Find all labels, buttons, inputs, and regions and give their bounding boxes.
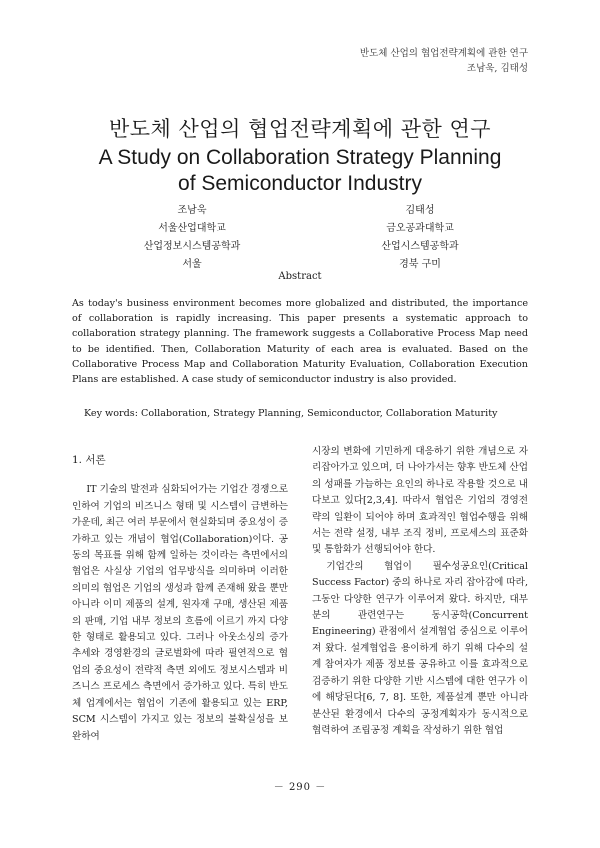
keywords-label: Key words: bbox=[84, 408, 138, 419]
author-name: 조남욱 bbox=[177, 205, 207, 216]
abstract-text: As today's business environment becomes more globalized and distributed, the importance of collaboration is rapidly increasing. This paper presents a systematic approach to collaboration strategy planning. The framework suggests a Collaborative Process Map need to be identified. Then, Collaboration Maturity of each area is evaluated. Based on the Collaborative Process Map and Collaboration Maturity Evaluation, Collaboration Execution Plans are established. A case study of semiconductor industry is also provided. bbox=[72, 298, 528, 386]
running-head-authors: 조남욱, 김태성 bbox=[466, 63, 528, 74]
abstract-heading: Abstract bbox=[278, 271, 322, 282]
intro-paragraph-2: 기업간의 협업이 필수성공요인(Critical Success Factor) 중의 하나로 자리 잡아감에 따라, 그동안 다양한 연구가 이루어져 왔다. 하지만, 대부분의 관련연구는 동시공학(Concurrent Engineering) 관점에서 설계협업 중심으로 이루어져 왔다. 설계협업을 용이하게 하기 위해 다수의 설계 참여자가 제품 정보를 공유하고 이를 효과적으로 검증하기 위한 다양한 기반 시스템에 대한 연구가 이에 해당된다[6, 7, 8]. 또한, 제품설계 뿐만 아니라 분산된 환경에서 다수의 공정계획자가 동시적으로 협력하여 조립공정 계획을 작성하기 위한 협업 bbox=[312, 560, 528, 736]
running-head-title: 반도체 산업의 협업전략계획에 관한 연구 bbox=[359, 48, 528, 59]
left-column bbox=[72, 448, 288, 745]
english-title-line2: of Semiconductor Industry bbox=[178, 172, 422, 195]
english-title-line1: A Study on Collaboration Strategy Planning bbox=[98, 146, 502, 169]
author-affiliation-department: 산업정보시스템공학과 bbox=[143, 241, 241, 252]
author-location: 서울 bbox=[182, 259, 202, 270]
author-affiliation-university: 금오공과대학교 bbox=[386, 223, 454, 234]
keywords-text: Collaboration, Strategy Planning, Semiconductor, Collaboration Maturity bbox=[141, 408, 498, 419]
right-column bbox=[312, 444, 528, 739]
english-title bbox=[0, 145, 600, 197]
running-head bbox=[360, 46, 528, 76]
author-location: 경북 구미 bbox=[399, 259, 441, 270]
author-block-2 bbox=[320, 202, 520, 274]
section-title: 1. 서론 bbox=[72, 454, 106, 466]
author-block-1 bbox=[92, 202, 292, 274]
author-name: 김태성 bbox=[405, 205, 435, 216]
korean-title: 반도체 산업의 협업전략계획에 관한 연구 bbox=[108, 117, 492, 141]
keywords bbox=[84, 406, 534, 421]
page-number: － 290 － bbox=[273, 782, 327, 793]
intro-paragraph-continued: 시장의 변화에 기민하게 대응하기 위한 개념으로 자리잡아가고 있으며, 더 나아가서는 향후 반도체 산업의 성패를 가늠하는 요인의 하나로 작용할 것으로 내다보고 있다[2,3,4]. 따라서 협업은 기업의 경영전략의 일환이 되어야 하며 효과적인 협업수행을 위해서는 전략 설정, 내부 조직 정비, 프로세스의 표준화 및 통합화가 선행되어야 한다. bbox=[312, 446, 528, 556]
author-affiliation-department: 산업시스템공학과 bbox=[381, 241, 459, 252]
intro-paragraph-1: IT 기술의 발전과 심화되어가는 기업간 경쟁으로 인하여 기업의 비즈니스 형태 및 시스템이 급변하는 가운데, 최근 여러 부문에서 현실화되며 중요성이 증가하고 있는 개념이 협업(Collaboration)이다. 공동의 목표를 위해 함께 일하는 것이라는 측면에서의 협업은 사실상 기업의 업무방식을 의미하며 이러한 의미의 협업은 기업의 생성과 함께 존재해 왔을 뿐만 아니라 이미 제품의 설계, 원자재 구매, 생산된 제품의 판매, 기업 내부 정보의 흐름에 이르기 까지 다양한 형태로 활용되고 있다. 그러나 아웃소싱의 증가 추세와 경영환경의 글로벌화에 따라 필연적으로 협업의 중요성이 전략적 측면 외에도 정보시스템과 비즈니스 프로세스 측면에서 증가하고 있다. 특히 반도체 업계에서는 협업이 기존에 활용되고 있는 ERP, SCM 시스템이 가지고 있는 정보의 불확실성을 보완하여 bbox=[72, 484, 288, 742]
author-affiliation-university: 서울산업대학교 bbox=[158, 223, 226, 234]
